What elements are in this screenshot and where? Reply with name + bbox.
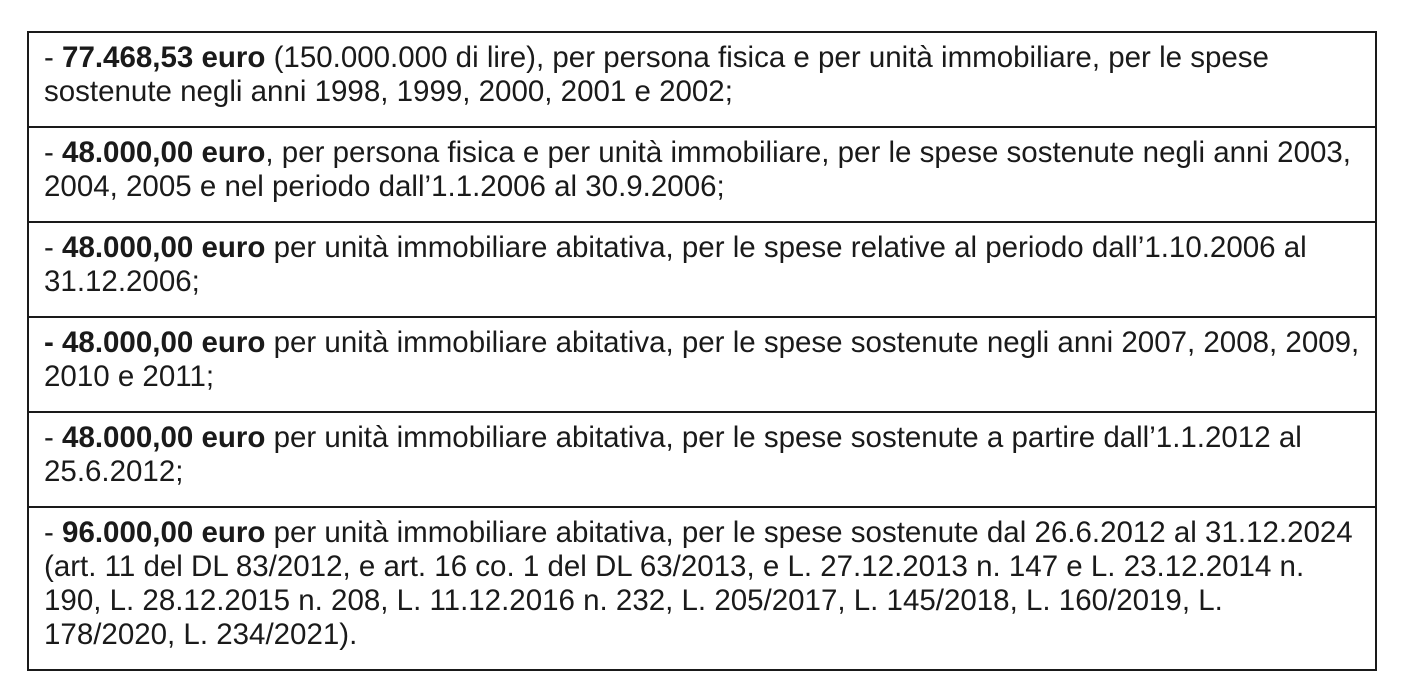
row-prefix: - <box>44 231 63 264</box>
table-row <box>28 222 1376 317</box>
amount-label: 48.000,00 euro <box>62 231 266 264</box>
table-row <box>28 507 1376 670</box>
table-row <box>28 32 1376 127</box>
row-description: per unità immobiliare abitativa, per le spese sostenute a partire dall’1.1.2012 al 25.6.2012; <box>44 421 1302 488</box>
row-description: , per persona fisica e per unità immobiliare, per le spese sostenute negli anni 2003, 2004, 2005 e nel periodo dall’1.1.2006 al 30.9.2006; <box>44 136 1351 203</box>
spending-limits-table <box>27 31 1377 671</box>
row-prefix: - <box>44 41 63 74</box>
row-prefix: - <box>44 136 63 169</box>
table-cell <box>28 222 1376 317</box>
row-prefix: - <box>44 421 63 454</box>
row-description: per unità immobiliare abitativa, per le spese relative al periodo dall’1.10.2006 al 31.12.2006; <box>44 231 1307 298</box>
row-description: per unità immobiliare abitativa, per le spese sostenute dal 26.6.2012 al 31.12.2024 (art. 11 del DL 83/2012, e art. 16 co. 1 del DL 63/2013, e L. 27.12.2013 n. 147 e L. 23.12.2014 n. 190, L. 28.12.2015 n. 208, L. 11.12.2016 n. 232, L. 205/2017, L. 145/2018, L. 160/2019, L. 178/2020, L. 234/2021). <box>44 516 1353 651</box>
table-row <box>28 127 1376 222</box>
table-row <box>28 412 1376 507</box>
amount-label: 96.000,00 euro <box>62 516 266 549</box>
table-cell <box>28 127 1376 222</box>
amount-label: 48.000,00 euro <box>62 421 266 454</box>
table-row <box>28 317 1376 412</box>
table-cell <box>28 507 1376 670</box>
amount-label: 48.000,00 euro <box>62 136 266 169</box>
table-cell <box>28 317 1376 412</box>
row-prefix: - <box>44 516 63 549</box>
row-description: (150.000.000 di lire), per persona fisica e per unità immobiliare, per le spese sostenute negli anni 1998, 1999, 2000, 2001 e 2002; <box>44 41 1269 108</box>
amount-label: 77.468,53 euro <box>62 41 266 74</box>
table-cell <box>28 32 1376 127</box>
amount-label: - 48.000,00 euro <box>44 326 266 359</box>
row-description: per unità immobiliare abitativa, per le spese sostenute negli anni 2007, 2008, 2009, 2010 e 2011; <box>44 326 1360 393</box>
table-cell <box>28 412 1376 507</box>
